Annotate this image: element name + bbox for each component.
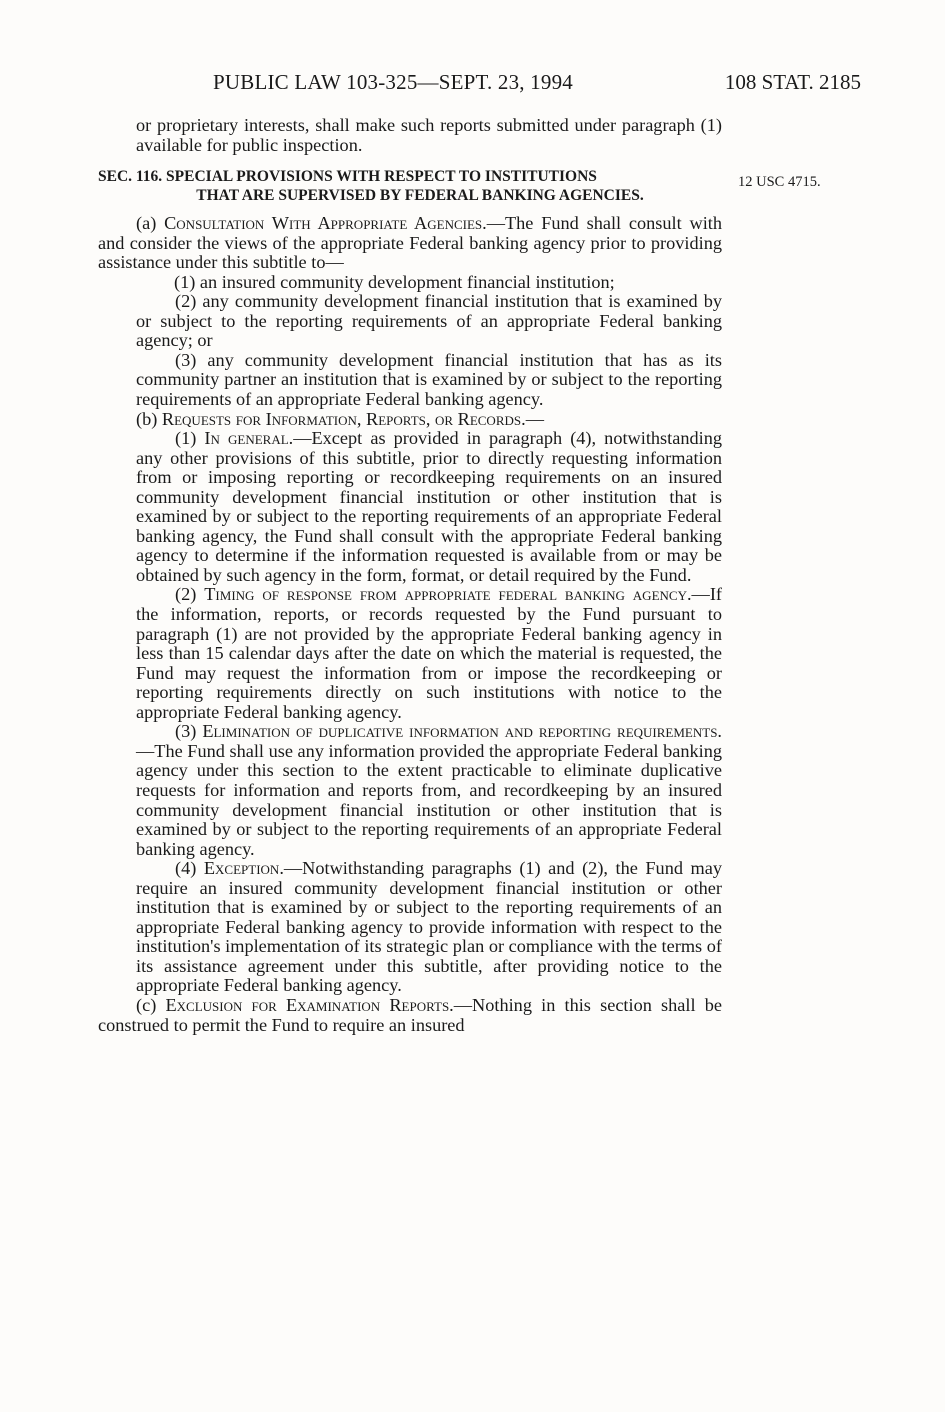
paragraph-b4-heading: Exception. [203, 858, 284, 879]
page-header [0, 70, 945, 100]
margin-note-usc: 12 USC 4715. [738, 174, 821, 190]
paragraph-b4 [98, 859, 722, 996]
subsection-c-text: —Nothing in this section shall be construed to permit the Fund to require an insured [98, 994, 722, 1035]
paragraph-a2: (2) any community development financial institution that is examined by or subject to the reporting requirements of an appropriate Federal banking agency; or [136, 291, 722, 351]
continued-paragraph: or proprietary interests, shall make such reports submitted under paragraph (1) available for public inspection. [136, 115, 722, 155]
header-title: PUBLIC LAW 103-325—SEPT. 23, 1994 [213, 70, 573, 94]
subsection-a-heading: Consultation With Appropriate Agencies. [164, 213, 487, 234]
section-heading-line-2: THAT ARE SUPERVISED BY FEDERAL BANKING AGENCIES. [196, 187, 644, 205]
subsection-a-text: —The Fund shall consult with and consider the views of the appropriate Federal banking agency prior to providing assistance under this subtitle to— [98, 213, 722, 273]
subsection-a [98, 214, 722, 273]
subsection-a-number: (a) [136, 213, 157, 234]
subsection-b-number: (b) [136, 408, 158, 429]
paragraph-b4-number: (4) [175, 858, 197, 879]
paragraph-b1 [98, 429, 722, 585]
paragraph-b4-text: —Notwithstanding paragraphs (1) and (2), the Fund may require an insured community development financial institution or other institution that is examined by or subject to the reporting requirements of an appropriate Federal banking agency to provide information with respect to the institution's implementation of its strategic plan or compliance with the terms of its assistance agreement under this subtitle, after providing notice to the appropriate Federal banking agency. [136, 858, 722, 996]
section-heading [98, 167, 722, 205]
paragraph-b3 [98, 722, 722, 859]
paragraph-b3-heading: Elimination of duplicative information and reporting requirements. [202, 721, 722, 742]
paragraph-b2 [98, 585, 722, 722]
subsection-c-number: (c) [136, 994, 157, 1015]
paragraph-b3-number: (3) [175, 721, 197, 742]
paragraph-b1-heading: In general. [204, 428, 294, 449]
section-heading-line-1: SEC. 116. SPECIAL PROVISIONS WITH RESPECT TO INSTITUTIONS [98, 168, 597, 186]
paragraph-b2-text: —If the information, reports, or records requested by the Fund pursuant to paragraph (1) are not provided by the appropriate Federal banking agency in less than 15 calendar days after the date on which the material is requested, the Fund may request the information from or impose the recordkeeping or reporting requirements directly on such institutions with notice to the appropriate Federal banking agency. [136, 584, 723, 722]
subsection-b-dash: — [525, 408, 544, 429]
subsection-c [98, 996, 722, 1035]
paragraph-b1-text: —Except as provided in paragraph (4), notwithstanding any other provisions of this subtitle, prior to directly requesting information from or imposing reporting or recordkeeping requirements on an insured community development financial institution or other institution that is examined by or subject to the reporting requirements of an appropriate Federal banking agency, the Fund shall consult with the appropriate Federal banking agency to determine if the information requested is available from or may be obtained by such agency in the form, format, or detail required by the Fund. [136, 428, 722, 585]
paragraph-b2-heading: Timing of response from appropriate federal banking agency. [204, 584, 692, 605]
paragraph-a1: (1) an insured community development financial institution; [174, 271, 615, 292]
subsection-b [98, 410, 722, 430]
paragraph-b3-text: —The Fund shall use any information provided the appropriate Federal banking agency under this section to the extent practicable to eliminate duplicative requests for information and reports from, and recordkeeping by an insured community development financial institution or other institution that is examined by or subject to the reporting requirements of an appropriate Federal banking agency. [136, 740, 722, 859]
paragraph-b1-number: (1) [175, 428, 197, 449]
subsection-c-heading: Exclusion for Examination Reports. [165, 994, 454, 1015]
subsection-b-heading: Requests for Information, Reports, or Records. [161, 408, 526, 429]
paragraph-a3: (3) any community development financial institution that has as its community partner an institution that is examined by or subject to the reporting requirements of an appropriate Federal banking agency. [136, 349, 722, 410]
paragraph-b2-number: (2) [175, 584, 197, 605]
header-stat-citation: 108 STAT. 2185 [724, 70, 861, 94]
document-body [98, 116, 722, 1035]
